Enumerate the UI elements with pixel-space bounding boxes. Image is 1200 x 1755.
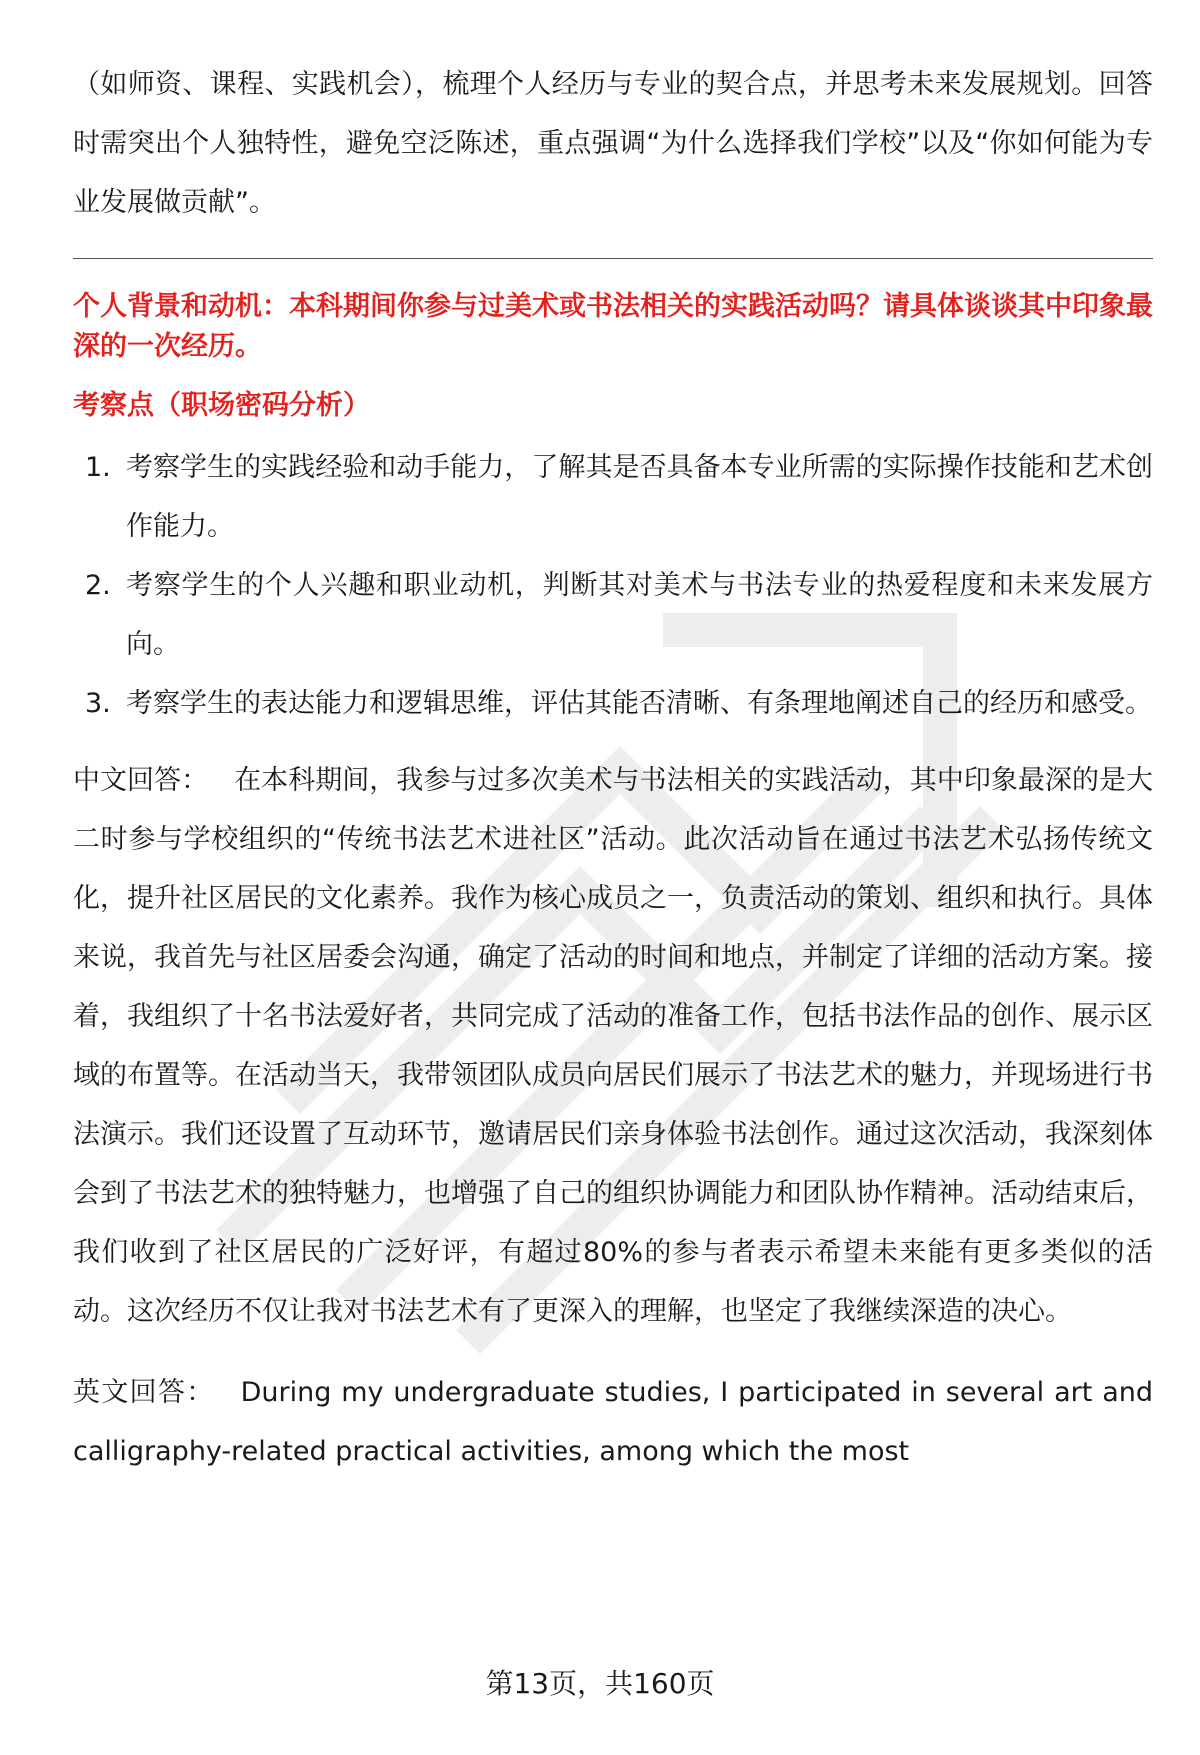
list-item-text: 考察学生的实践经验和动手能力，了解其是否具备本专业所需的实际操作技能和艺术创作能力。 bbox=[126, 452, 1153, 542]
list-item-text: 考察学生的表达能力和逻辑思维，评估其能否清晰、有条理地阐述自己的经历和感受。 bbox=[126, 688, 1152, 719]
section-divider bbox=[73, 258, 1153, 259]
page-number: 第13页，共160页 bbox=[485, 1667, 715, 1700]
list-item bbox=[73, 556, 1153, 674]
assessment-list bbox=[73, 438, 1153, 733]
intro-paragraph: （如师资、课程、实践机会），梳理个人经历与专业的契合点，并思考未来发展规划。回答时需突出个人独特性，避免空泛陈述，重点强调“为什么选择我们学校”以及“你如何能为专业发展做贡献”。 bbox=[73, 69, 1153, 218]
english-answer-text: During my undergraduate studies, I participated in several art and calligraphy-related practical activities, among which the most bbox=[73, 1377, 1153, 1467]
list-item-number: 3. bbox=[85, 688, 111, 719]
assessment-heading: 考察点（职场密码分析） bbox=[73, 390, 370, 421]
document-page bbox=[73, 55, 1153, 1481]
chinese-answer-text: 在本科期间，我参与过多次美术与书法相关的实践活动，其中印象最深的是大二时参与学校组织的“传统书法艺术进社区”活动。此次活动旨在通过书法艺术弘扬传统文化，提升社区居民的文化素养。我作为核心成员之一，负责活动的策划、组织和执行。具体来说，我首先与社区居委会沟通，确定了活动的时间和地点，并制定了详细的活动方案。接着，我组织了十名书法爱好者，共同完成了活动的准备工作，包括书法作品的创作、展示区域的布置等。在活动当天，我带领团队成员向居民们展示了书法艺术的魅力，并现场进行书法演示。我们还设置了互动环节，邀请居民们亲身体验书法创作。通过这次活动，我深刻体会到了书法艺术的独特魅力，也增强了自己的组织协调能力和团队协作精神。活动结束后，我们收到了社区居民的广泛好评，有超过80%的参与者表示希望未来能有更多类似的活动。这次经历不仅让我对书法艺术有了更深入的理解，也坚定了我继续深造的决心。 bbox=[73, 765, 1154, 1327]
english-answer-label: 英文回答： bbox=[73, 1377, 215, 1408]
list-item-number: 1. bbox=[85, 452, 111, 483]
list-item bbox=[73, 438, 1153, 556]
question-heading: 个人背景和动机：本科期间你参与过美术或书法相关的实践活动吗？请具体谈谈其中印象最深的一次经历。 bbox=[73, 291, 1153, 362]
list-item bbox=[73, 674, 1153, 733]
chinese-answer-label: 中文回答： bbox=[73, 765, 209, 796]
chinese-answer bbox=[73, 751, 1153, 1341]
list-item-text: 考察学生的个人兴趣和职业动机，判断其对美术与书法专业的热爱程度和未来发展方向。 bbox=[126, 570, 1153, 660]
list-item-number: 2. bbox=[85, 570, 111, 601]
english-answer bbox=[73, 1363, 1153, 1481]
